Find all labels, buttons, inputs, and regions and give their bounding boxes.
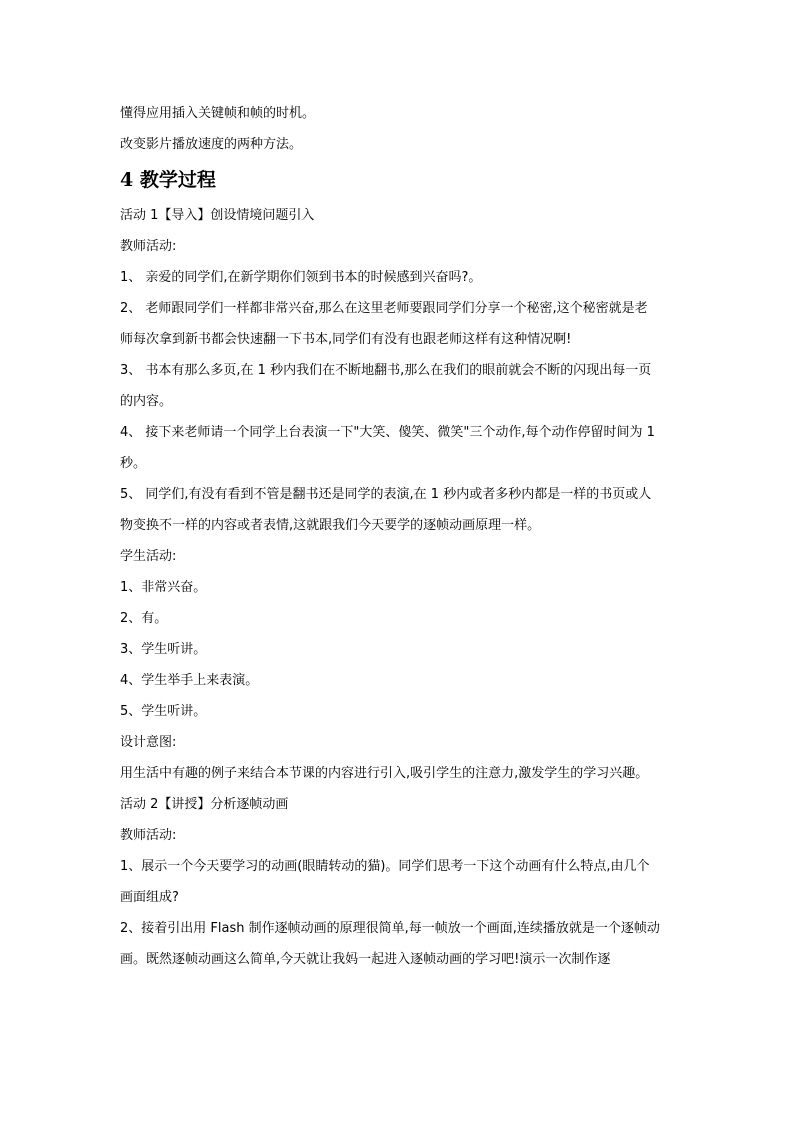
teacher-item-3: 3、 书本有那么多页,在 1 秒内我们在不断地翻书,那么在我们的眼前就会不断的闪现出每一页的内容。 [120,363,652,409]
teacher-item-4: 4、 接下来老师请一个同学上台表演一下"大笑、傻笑、微笑"三个动作,每个动作停留时间为 1 秒。 [120,425,655,471]
activity-2-item-2: 2、接着引出用 Flash 制作逐帧动画的原理很简单,每一帧放一个画面,连续播放就是一个逐帧动画。既然逐帧动画这么简单,今天就让我妈一起进入逐帧动画的学习吧!演示一次制作逐 [120,921,660,967]
teacher-activity-label: 教师活动: [120,239,177,254]
teacher-item-2: 2、 老师跟同学们一样都非常兴奋,那么在这里老师要跟同学们分享一个秘密,这个秘密就是老师每次拿到新书都会快速翻一下书本,同学们有没有也跟老师这样有这种情况啊! [120,301,648,347]
activity-2-title: 活动 2【讲授】分析逐帧动画 [120,797,289,812]
teacher-item-1: 1、 亲爱的同学们,在新学期你们领到书本的时候感到兴奋吗?。 [120,270,482,285]
student-activity-label: 学生活动: [120,549,177,564]
design-intent-text: 用生活中有趣的例子来结合本节课的内容进行引入,吸引学生的注意力,激发学生的学习兴趣。 [120,766,649,781]
design-intent-label: 设计意图: [120,735,177,750]
student-item-2: 2、有。 [120,611,168,626]
student-item-3: 3、学生听讲。 [120,642,207,657]
activity-1-title: 活动 1【导入】创设情境问题引入 [120,208,315,223]
paragraph-line-1: 懂得应用插入关键帧和帧的时机。 [120,106,316,121]
student-item-4: 4、学生举手上来表演。 [120,673,259,688]
section-heading: 4 教学过程 [120,169,216,191]
student-item-5: 5、学生听讲。 [120,704,207,719]
student-item-1: 1、非常兴奋。 [120,580,207,595]
activity-2-item-1: 1、展示一个今天要学习的动画(眼睛转动的猫)。同学们思考一下这个动画有什么特点,由几个画面组成? [120,859,650,905]
teacher-activity-label-2: 教师活动: [120,828,177,843]
document-body [120,98,660,975]
paragraph-line-2: 改变影片播放速度的两种方法。 [120,137,303,152]
teacher-item-5: 5、 同学们,有没有看到不管是翻书还是同学的表演,在 1 秒内或者多秒内都是一样的书页或人物变换不一样的内容或者表情,这就跟我们今天要学的逐帧动画原理一样。 [120,487,652,533]
